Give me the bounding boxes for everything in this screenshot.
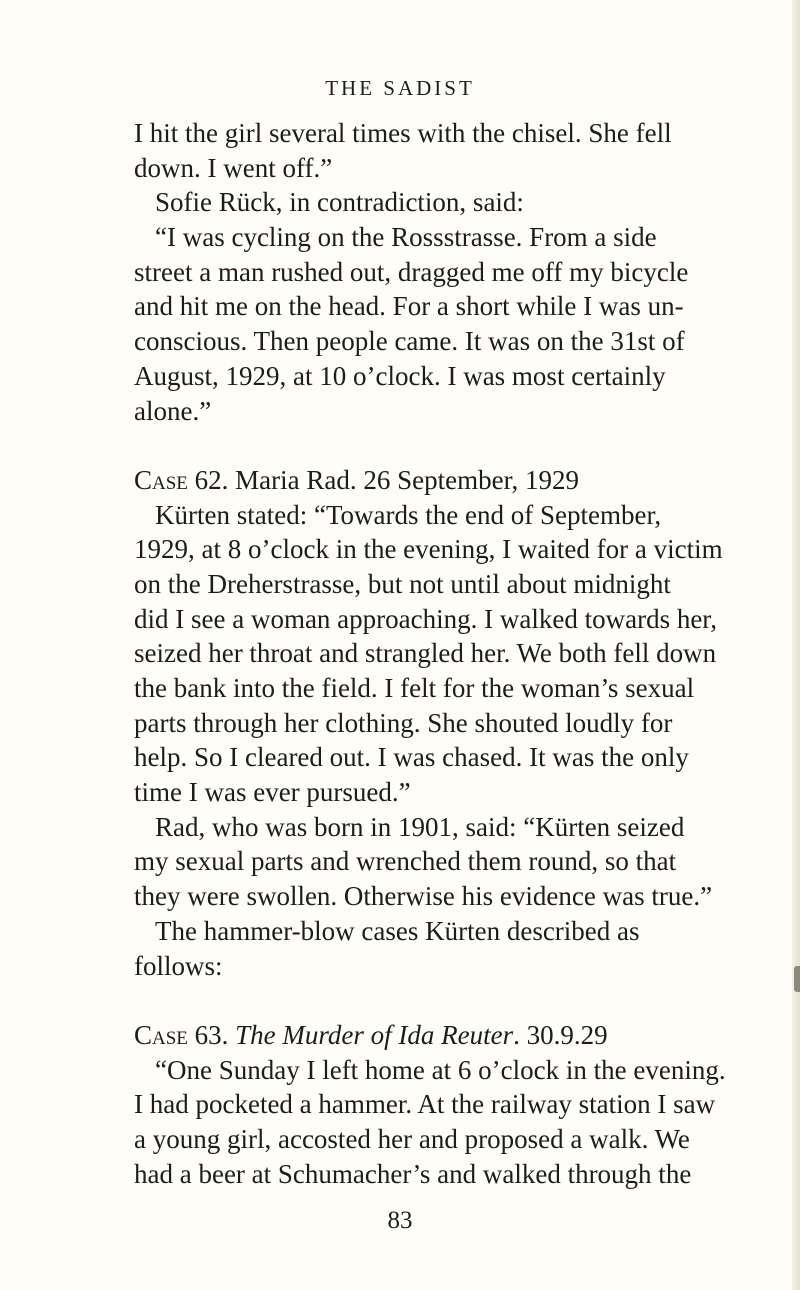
text-line: I hit the girl several times with the chisel. She fell [134,118,672,148]
text-line: on the Dreherstrasse, but not until about midnight [134,568,671,599]
text-line: help. So I cleared out. I was chased. It was the only [134,742,689,773]
text-line: Kürten stated: “Towards the end of September, [155,499,662,530]
case-title: The Murder of Ida Reuter [235,1019,514,1050]
text-line: seized her throat and strangled her. We both fell down [134,638,717,669]
paragraph-gap [134,428,626,463]
text-line: and hit me on the head. For a short while I was un- [134,291,684,322]
text-line: time I was ever pursued.” [134,777,411,808]
text-line: the bank into the field. I felt for the woman’s sexual [134,673,695,703]
page-edge-mark [794,966,800,992]
text-line: Sofie Rück, in contradiction, said: [155,187,524,218]
text-line: The hammer-blow cases Kürten described as [155,915,640,946]
text-line: conscious. Then people came. It was on the 31st of [134,326,685,357]
page-number: 83 [387,1207,413,1234]
text-line: “I was cycling on the Rossstrasse. From a side [155,222,657,253]
text-line: 1929, at 8 o’clock in the evening, I waited for a victim [134,534,723,565]
page-edge [792,0,800,1290]
text-line: parts through her clothing. She shouted loudly for [134,707,673,738]
text-line: had a beer at Schumacher’s and walked through the [134,1158,692,1189]
text-line: Rad, who was born in 1901, said: “Kürten seized [155,811,685,842]
running-head: THE SADIST [325,76,475,100]
text-line: down. I went off.” [134,152,333,183]
case-number: 63. [187,1019,236,1050]
case-label: Case [134,1019,188,1050]
body-text [134,116,726,1191]
text-line: I had pocketed a hammer. At the railway station I saw [134,1089,716,1120]
text-line: they were swollen. Otherwise his evidence was true.” [134,881,713,912]
text-line: “One Sunday I left home at 6 o’clock in the evening. [155,1054,726,1085]
case-heading [134,463,626,498]
text-line: did I see a woman approaching. I walked towards her, [134,603,717,634]
case-date: . 30.9.29 [513,1019,608,1050]
case-heading [134,1018,626,1053]
case-heading-text: 62. Maria Rad. 26 September, 1929 [187,464,579,495]
text-line: August, 1929, at 10 o’clock. I was most certainly [134,360,666,391]
text-line: street a man rushed out, dragged me off my bicycle [134,256,689,287]
text-line: follows: [134,950,223,981]
text-line: my sexual parts and wrenched them round, so that [134,846,677,877]
text-line: alone.” [134,395,212,426]
text-line: a young girl, accosted her and proposed a walk. We [134,1123,690,1154]
paragraph-gap [134,983,626,1018]
case-label: Case [134,464,188,495]
